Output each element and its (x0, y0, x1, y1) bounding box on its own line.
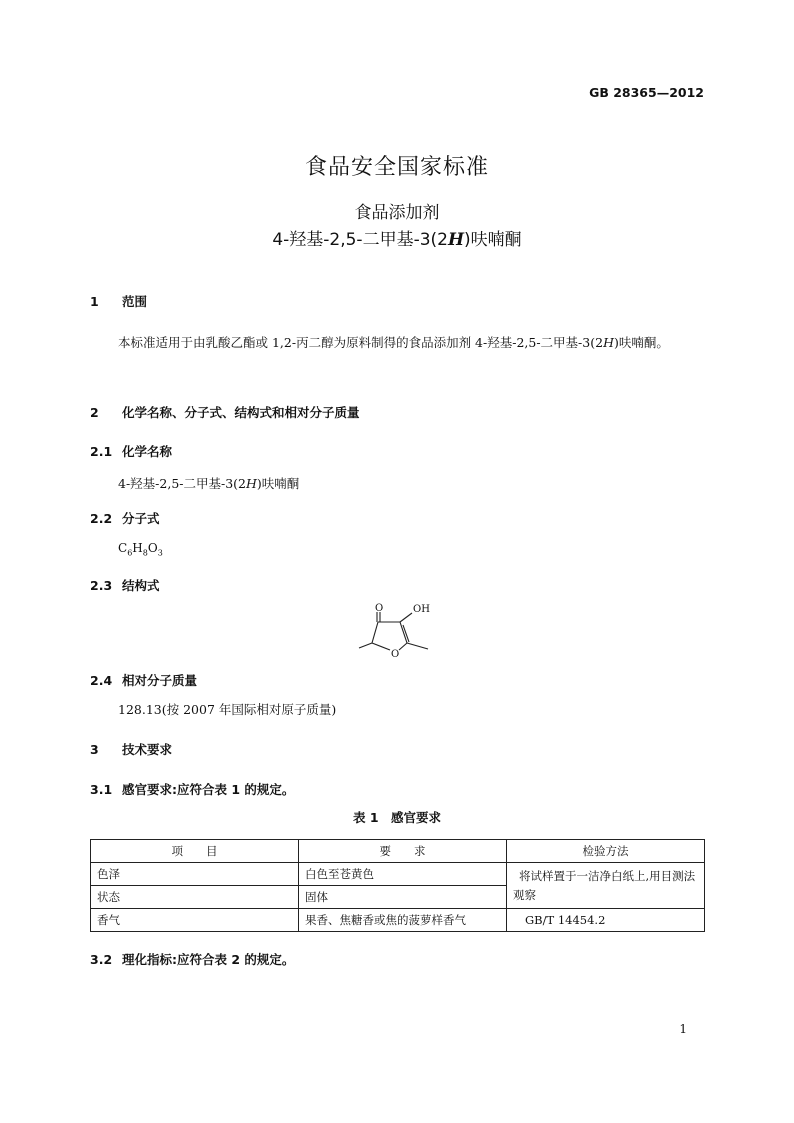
carbonyl-o-label: O (375, 603, 384, 614)
table-cell-requirement: 固体 (299, 886, 507, 909)
formula-o: O (147, 541, 158, 555)
table-cell-requirement: 白色至苍黄色 (299, 863, 507, 886)
table-header-requirement: 要 求 (299, 840, 507, 863)
section-number: 3 (90, 742, 99, 757)
molecular-formula (118, 541, 163, 557)
chem-name-prefix: 4-羟基-2,5-二甲基-3(2 (118, 476, 247, 491)
section-number: 2 (90, 405, 99, 420)
page-number: 1 (679, 1022, 687, 1036)
table-row (91, 909, 705, 932)
chem-name-italic: H (246, 476, 257, 491)
para-suffix: )呋喃酮。 (613, 335, 669, 350)
formula-h: H (132, 541, 143, 555)
section-3-2-heading (90, 950, 294, 968)
table-cell-requirement: 果香、焦糖香或焦的菠萝样香气 (299, 909, 507, 932)
section-number: 2.4 (90, 673, 113, 688)
section-number: 2.3 (90, 578, 113, 593)
table-cell-item: 色泽 (91, 863, 299, 886)
section-2-1-heading (90, 442, 172, 460)
section-2-2-heading (90, 509, 160, 527)
ring-o-label: O (391, 649, 400, 660)
table-header-method: 检验方法 (507, 840, 705, 863)
structure-bonds (359, 612, 428, 650)
sensory-requirements-table (90, 839, 705, 932)
table-cell-item: 香气 (91, 909, 299, 932)
document-chem-title (0, 225, 794, 250)
standard-code: GB 28365—2012 (589, 85, 704, 100)
table-header-row (91, 840, 705, 863)
chem-name-suffix: )呋喃酮 (256, 476, 300, 491)
document-main-title: 食品安全国家标准 (304, 155, 489, 180)
table-cell-method-merged: 将试样置于一洁净白纸上,用目测法观察 (507, 863, 705, 909)
section-title: 分子式 (122, 511, 160, 526)
document-sub-title: 食品添加剂 (354, 203, 440, 223)
section-number: 2.2 (90, 511, 113, 526)
section-1-paragraph (90, 332, 706, 354)
section-title: 范围 (122, 294, 148, 309)
section-title: 技术要求 (122, 742, 173, 757)
section-title: 理化指标:应符合表 2 的规定。 (122, 952, 295, 967)
section-number: 2.1 (90, 444, 113, 459)
chem-title-italic: H (447, 230, 465, 250)
section-3-heading (90, 740, 172, 758)
section-number: 3.1 (90, 782, 113, 797)
molecular-weight-text: 128.13(按 2007 年国际相对原子质量) (118, 702, 337, 717)
chem-title-suffix: )呋喃酮 (464, 230, 522, 250)
section-2-4-heading (90, 671, 197, 689)
section-2-3-heading (90, 576, 160, 594)
section-title: 结构式 (122, 578, 160, 593)
formula-c: C (118, 541, 128, 555)
chemical-name-text (118, 474, 299, 492)
section-title: 化学名称 (122, 444, 173, 459)
section-1-heading (90, 292, 147, 310)
para-prefix: 本标准适用于由乳酸乙酯或 1,2-丙二醇为原料制得的食品添加剂 4-羟基-2,5-二甲基-3(2 (118, 335, 604, 350)
section-title: 化学名称、分子式、结构式和相对分子质量 (122, 405, 360, 420)
table-header-item: 项 目 (91, 840, 299, 863)
table-1-caption: 表 1 感官要求 (352, 810, 442, 825)
table-cell-item: 状态 (91, 886, 299, 909)
table-cell-method: GB/T 14454.2 (507, 909, 705, 932)
formula-c-sub: 6 (127, 548, 133, 558)
para-italic: H (603, 335, 614, 350)
table-row (91, 863, 705, 886)
hydroxyl-label: OH (413, 604, 430, 615)
section-2-heading (90, 403, 360, 421)
formula-o-sub: 3 (157, 548, 163, 558)
section-number: 1 (90, 294, 99, 309)
section-title: 相对分子质量 (122, 673, 198, 688)
section-title: 感官要求:应符合表 1 的规定。 (122, 782, 295, 797)
chem-title-prefix: 4-羟基-2,5-二甲基-3(2 (272, 230, 448, 250)
formula-h-sub: 8 (142, 548, 148, 558)
structural-formula (340, 596, 450, 666)
section-3-1-heading (90, 780, 294, 798)
section-number: 3.2 (90, 952, 113, 967)
